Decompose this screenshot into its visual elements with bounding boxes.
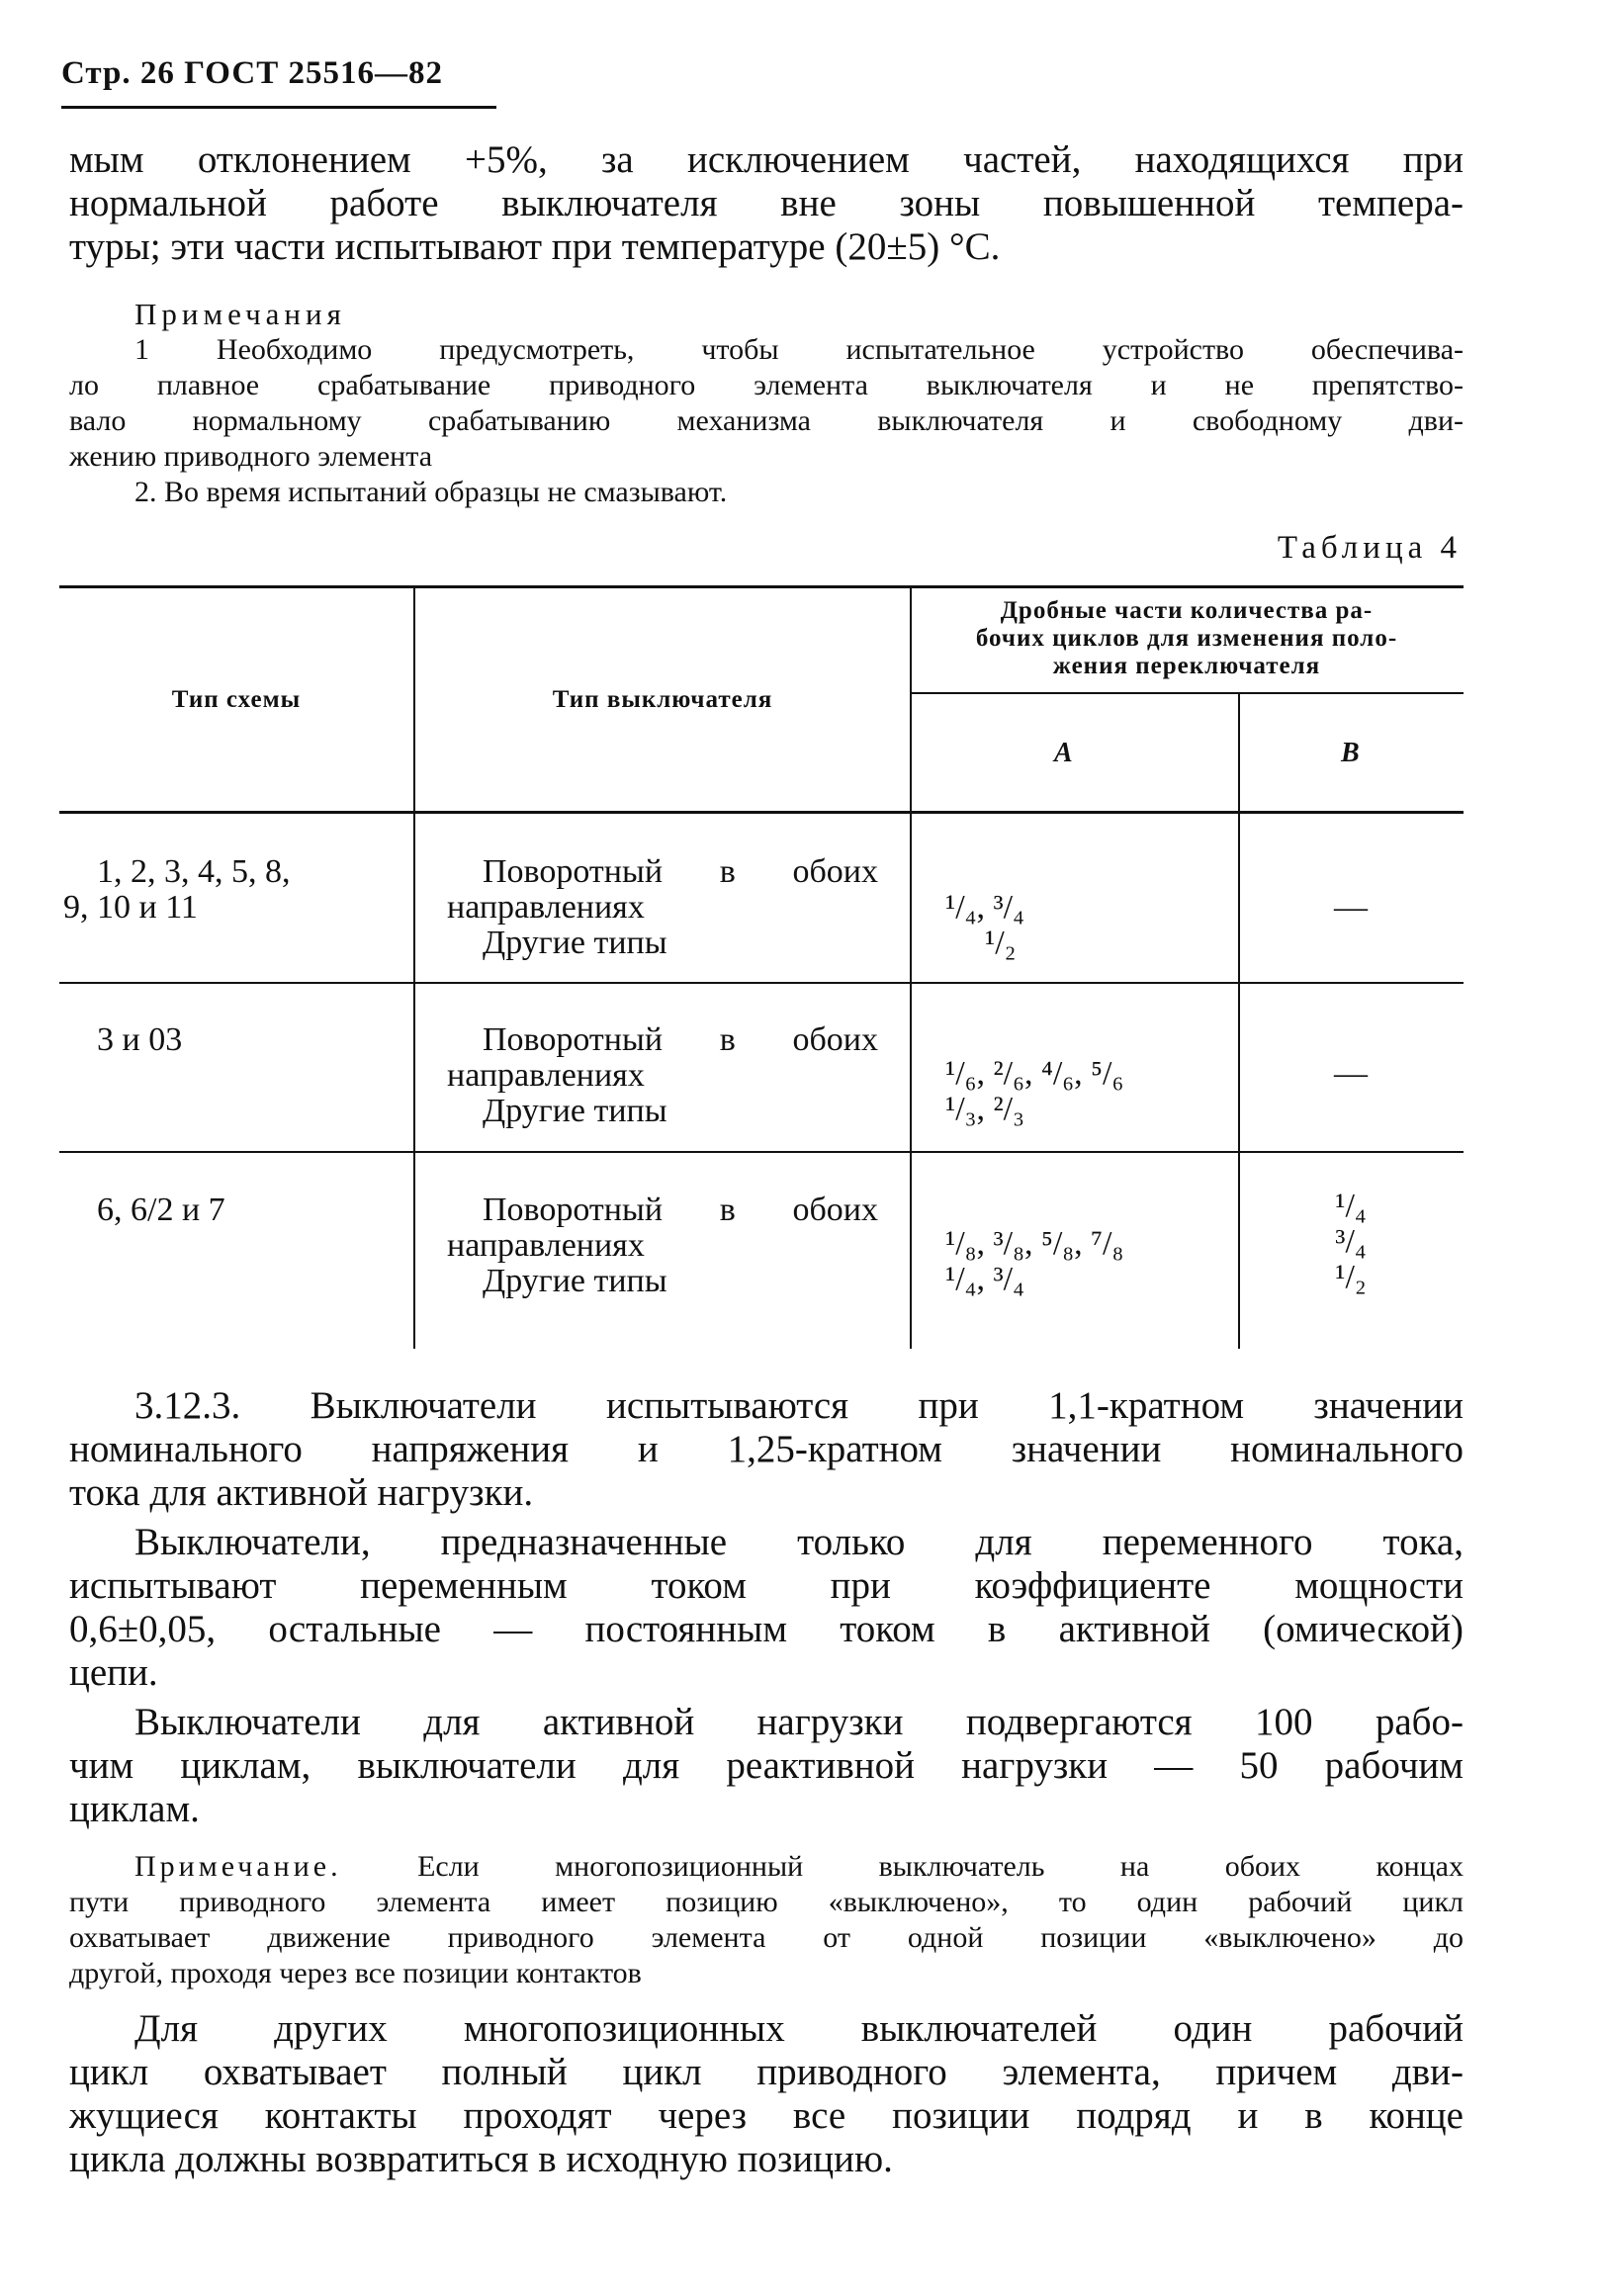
header-fractions-line: жения переключателя <box>1052 653 1321 679</box>
row2-scheme: 3 и 03 <box>97 1021 183 1058</box>
row2-switch-type <box>447 1022 878 1129</box>
type-word: обоих <box>792 1021 878 1058</box>
fraction-line: ³/₄ <box>1335 1223 1367 1260</box>
intro-paragraph <box>69 138 1464 269</box>
table-col-rule <box>910 587 912 1349</box>
header-rule <box>61 106 496 109</box>
type-word: в <box>719 853 736 890</box>
type-line: Другие типы <box>483 1093 667 1129</box>
note2-line: охватывает движение приводного элемента от одной позиции «выключено» до <box>69 1921 1464 1954</box>
header-switch-type: Тип выключателя <box>552 686 773 713</box>
fraction-line: ¹/₈, ³/₈, ⁵/₈, ⁷/₈ <box>945 1225 1124 1262</box>
row-scheme-line: 1, 2, 3, 4, 5, 8, <box>97 853 291 890</box>
fraction-line: ¹/₆, ²/₆, ⁴/₆, ⁵/₆ <box>945 1055 1124 1092</box>
row1-scheme <box>63 853 291 926</box>
row3-switch-type <box>447 1192 878 1299</box>
intro-line: нормальной работе выключателя вне зоны повышенной темпера- <box>69 182 1464 224</box>
header-scheme-type: Тип схемы <box>171 686 302 713</box>
note-line: вало нормальному срабатыванию механизма выключателя и свободному дви- <box>69 404 1464 437</box>
note2-label: Примечание. <box>134 1850 342 1883</box>
section-line: Выключатели для активной нагрузки подвергаются 100 рабо- <box>134 1701 1464 1743</box>
table-row-rule <box>59 1151 1464 1153</box>
fraction-line: ¹/₄, ³/₄ <box>945 889 1024 926</box>
type-line: направлениях <box>447 1057 645 1094</box>
row3-scheme: 6, 6/2 и 7 <box>97 1192 225 1228</box>
row1-switch-type <box>447 854 878 961</box>
table-header-bottom-rule <box>59 811 1464 814</box>
fraction-line: ¹/₂ <box>985 925 1017 961</box>
table-title: Таблица 4 <box>1277 530 1462 566</box>
section-line: 0,6±0,05, остальные — постоянным током в активной (омической) <box>69 1608 1464 1650</box>
row1-col-b: — <box>1334 889 1368 926</box>
section-3-12-3 <box>69 1384 1464 1831</box>
note-line: 2. Во время испытаний образцы не смазывают. <box>134 476 728 508</box>
section-line: циклам. <box>69 1788 200 1830</box>
notes-list <box>69 332 1464 510</box>
row3-col-b <box>1240 1189 1462 1295</box>
section-line: испытывают переменным током при коэффициенте мощности <box>69 1564 1464 1607</box>
section-line: 3.12.3. Выключатели испытываются при 1,1-кратном значении <box>134 1384 1464 1427</box>
final-line: жущиеся контакты проходят через все позиции подряд и в конце <box>69 2094 1464 2137</box>
section-line: цепи. <box>69 1651 158 1694</box>
header-col-a: A <box>1054 738 1073 768</box>
intro-line: мым отклонением +5%, за исключением частей, находящихся при <box>69 138 1464 181</box>
type-word: в <box>719 1021 736 1058</box>
row3-col-a <box>945 1226 1123 1297</box>
type-word: Поворотный <box>483 853 664 890</box>
header-col-b: B <box>1341 738 1360 768</box>
type-word: обоих <box>792 853 878 890</box>
fraction-line: ¹/₄ <box>1335 1188 1367 1224</box>
page-header: Стр. 26 ГОСТ 25516—82 <box>61 55 443 91</box>
note-line: жению приводного элемента <box>69 440 433 473</box>
row2-col-b: — <box>1334 1055 1368 1092</box>
type-word: в <box>719 1192 736 1228</box>
row2-col-a <box>945 1056 1123 1127</box>
fraction-line: ¹/₄, ³/₄ <box>945 1261 1024 1297</box>
section-line: номинального напряжения и 1,25-кратном значении номинального <box>69 1428 1464 1470</box>
header-fractions-line: Дробные части количества ра- <box>1000 597 1374 624</box>
intro-line: туры; эти части испытывают при температуре (20±5) °С. <box>69 225 1001 268</box>
note2-line-1 <box>69 1849 1464 1885</box>
note-2 <box>69 1849 1464 1991</box>
section-line: тока для активной нагрузки. <box>69 1471 534 1514</box>
type-line: направлениях <box>447 1227 645 1264</box>
row1-col-a <box>945 890 1024 961</box>
section-line: чим циклам, выключатели для реактивной нагрузки — 50 рабочим <box>69 1744 1464 1787</box>
type-word: обоих <box>792 1192 878 1228</box>
note2-line: другой, проходя через все позиции контактов <box>69 1957 642 1989</box>
fraction-line: ¹/₂ <box>1335 1259 1367 1295</box>
final-line: цикла должны возвратиться в исходную позицию. <box>69 2138 893 2180</box>
note2-text: Если многопозиционный выключатель на обоих концах <box>417 1850 1464 1883</box>
fraction-line: ¹/₃, ²/₃ <box>945 1091 1024 1127</box>
note-line: ло плавное срабатывание приводного элемента выключателя и не препятство- <box>69 369 1464 401</box>
final-line: цикл охватывает полный цикл приводного элемента, причем дви- <box>69 2051 1464 2093</box>
table-subheader-rule <box>910 692 1464 694</box>
notes-title: Примечания <box>134 297 346 331</box>
type-word: Поворотный <box>483 1021 664 1058</box>
note-line: 1 Необходимо предусмотреть, чтобы испытательное устройство обеспечива- <box>134 333 1464 366</box>
table-top-rule <box>59 585 1464 588</box>
note2-line: пути приводного элемента имеет позицию «выключено», то один рабочий цикл <box>69 1886 1464 1918</box>
final-line: Для других многопозиционных выключателей один рабочий <box>134 2007 1464 2050</box>
header-fractions-line: бочих циклов для изменения поло- <box>975 625 1398 652</box>
table-row-rule <box>59 982 1464 984</box>
type-line: Другие типы <box>483 1263 667 1299</box>
row-scheme-line: 9, 10 и 11 <box>63 889 198 926</box>
type-line: направлениях <box>447 889 645 926</box>
type-word: Поворотный <box>483 1192 664 1228</box>
section-line: Выключатели, предназначенные только для переменного тока, <box>134 1521 1464 1563</box>
header-fractions <box>912 597 1462 680</box>
final-paragraph <box>69 2007 1464 2181</box>
type-line: Другие типы <box>483 925 667 961</box>
